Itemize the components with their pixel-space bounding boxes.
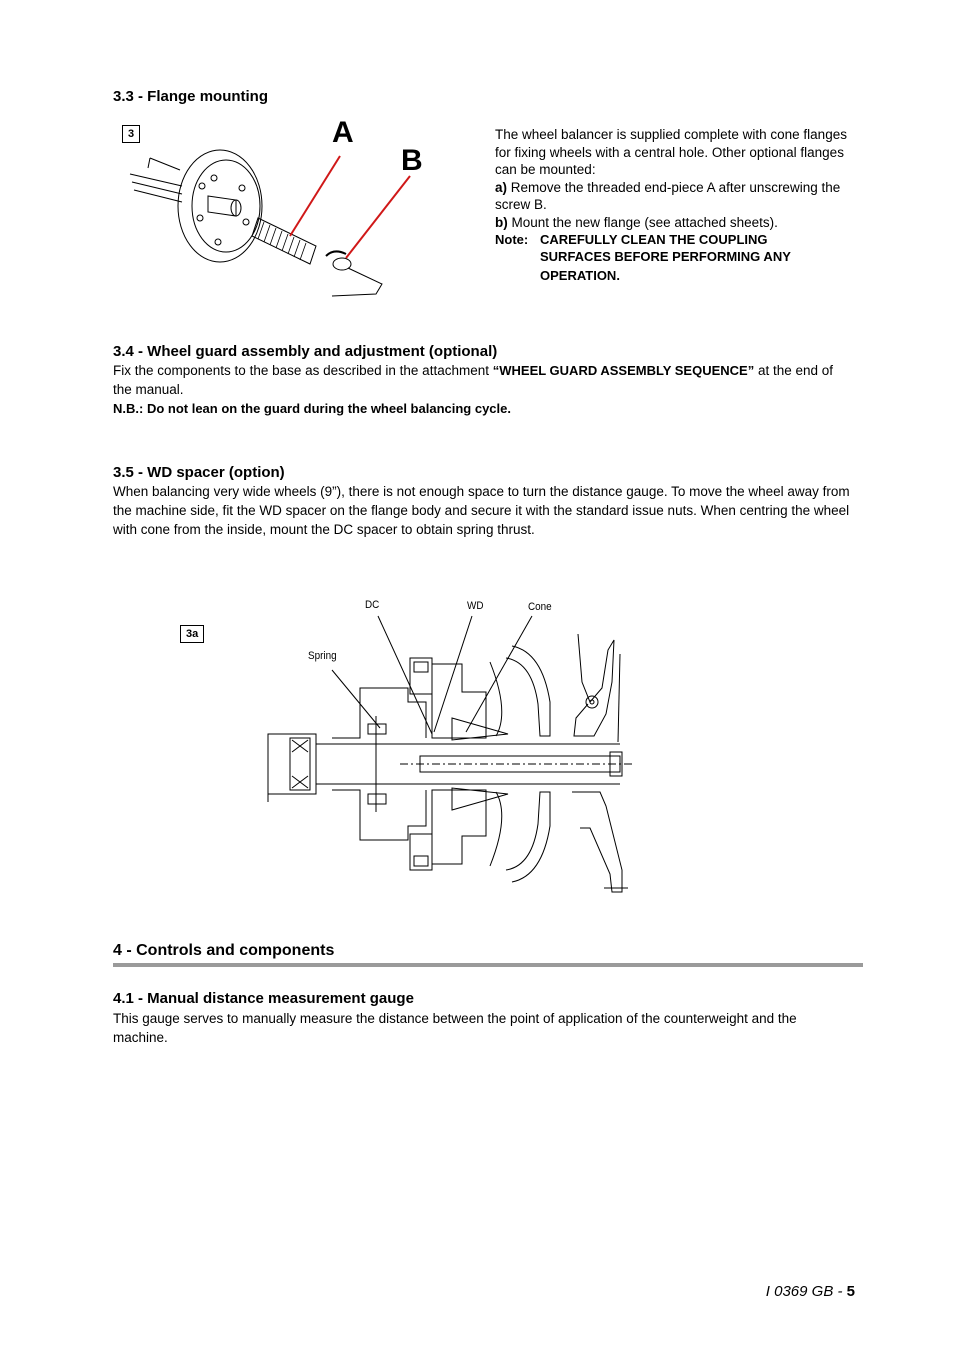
flange-paragraph-1: The wheel balancer is supplied complete with cone flanges xyxy=(495,127,847,142)
label-cone: Cone xyxy=(528,601,552,613)
note-label: Note: xyxy=(495,232,529,247)
page-number: 5 xyxy=(846,1283,855,1300)
label-dc: DC xyxy=(365,599,380,611)
step-a xyxy=(495,179,855,214)
flange-mounting-text xyxy=(495,126,855,287)
wd-leader-line xyxy=(434,616,472,732)
section-3-3-heading: 3.3 - Flange mounting xyxy=(113,88,269,105)
section-3-4-heading: 3.4 - Wheel guard assembly and adjustment (optional) xyxy=(113,343,498,360)
callout-b: B xyxy=(401,144,423,177)
note-block xyxy=(495,231,855,287)
s34-text-bold: “WHEEL GUARD ASSEMBLY SEQUENCE” xyxy=(492,363,755,378)
page-footer xyxy=(700,1283,855,1300)
s34-text-after: at the end of the manual. xyxy=(113,363,834,397)
doc-code: I 0369 GB - xyxy=(765,1283,847,1300)
step-a-marker: a) xyxy=(495,179,508,195)
flange-mounting-illustration xyxy=(120,118,490,318)
label-spring: Spring xyxy=(308,650,337,662)
note-line-2: SURFACES BEFORE PERFORMING ANY xyxy=(540,249,791,264)
figure-3-label: 3 xyxy=(122,125,140,143)
flange-paragraph-2: for fixing wheels with a central hole. Other optional flanges can be mounted: xyxy=(495,144,844,177)
step-a-text: Remove the threaded end-piece A after unscrewing the screw B. xyxy=(495,179,841,212)
note-line-1: CAREFULLY CLEAN THE COUPLING xyxy=(540,232,768,247)
section-4-heading: 4 - Controls and components xyxy=(113,942,335,959)
spring-leader-line xyxy=(332,670,380,728)
figure-3a-label: 3a xyxy=(180,625,204,643)
dc-leader-line xyxy=(378,616,432,734)
callout-a-line xyxy=(290,156,340,236)
cone-leader-line xyxy=(466,616,532,732)
section-3-5-heading: 3.5 - WD spacer (option) xyxy=(113,464,285,481)
note-line-3: OPERATION. xyxy=(540,268,620,283)
section-divider xyxy=(113,963,863,967)
section-4-1-text: This gauge serves to manually measure the distance between the point of application of the counterweight and the machine. xyxy=(113,1011,797,1045)
step-b xyxy=(495,214,855,232)
label-wd: WD xyxy=(467,600,484,612)
section-3-4-text xyxy=(113,361,843,399)
step-b-text: Mount the new flange (see attached sheets). xyxy=(507,214,778,230)
step-b-marker: b) xyxy=(495,214,508,230)
section-3-4-nb: N.B.: Do not lean on the guard during the wheel balancing cycle. xyxy=(113,401,511,416)
s34-text-before: Fix the components to the base as described in the attachment xyxy=(113,363,493,378)
section-3-5-text: When balancing very wide wheels (9”), there is not enough space to turn the distance gauge. To move the wheel away from the machine side, fit the WD spacer on the flange body and secure it with the standard issue nuts. When centring the wheel with cone from the inside, mount the DC spacer to obtain spring thrust. xyxy=(113,484,850,537)
section-4-1-heading: 4.1 - Manual distance measurement gauge xyxy=(113,990,414,1007)
callout-a: A xyxy=(332,116,354,149)
wd-spacer-cross-section xyxy=(260,592,640,904)
callout-b-line xyxy=(346,176,410,258)
